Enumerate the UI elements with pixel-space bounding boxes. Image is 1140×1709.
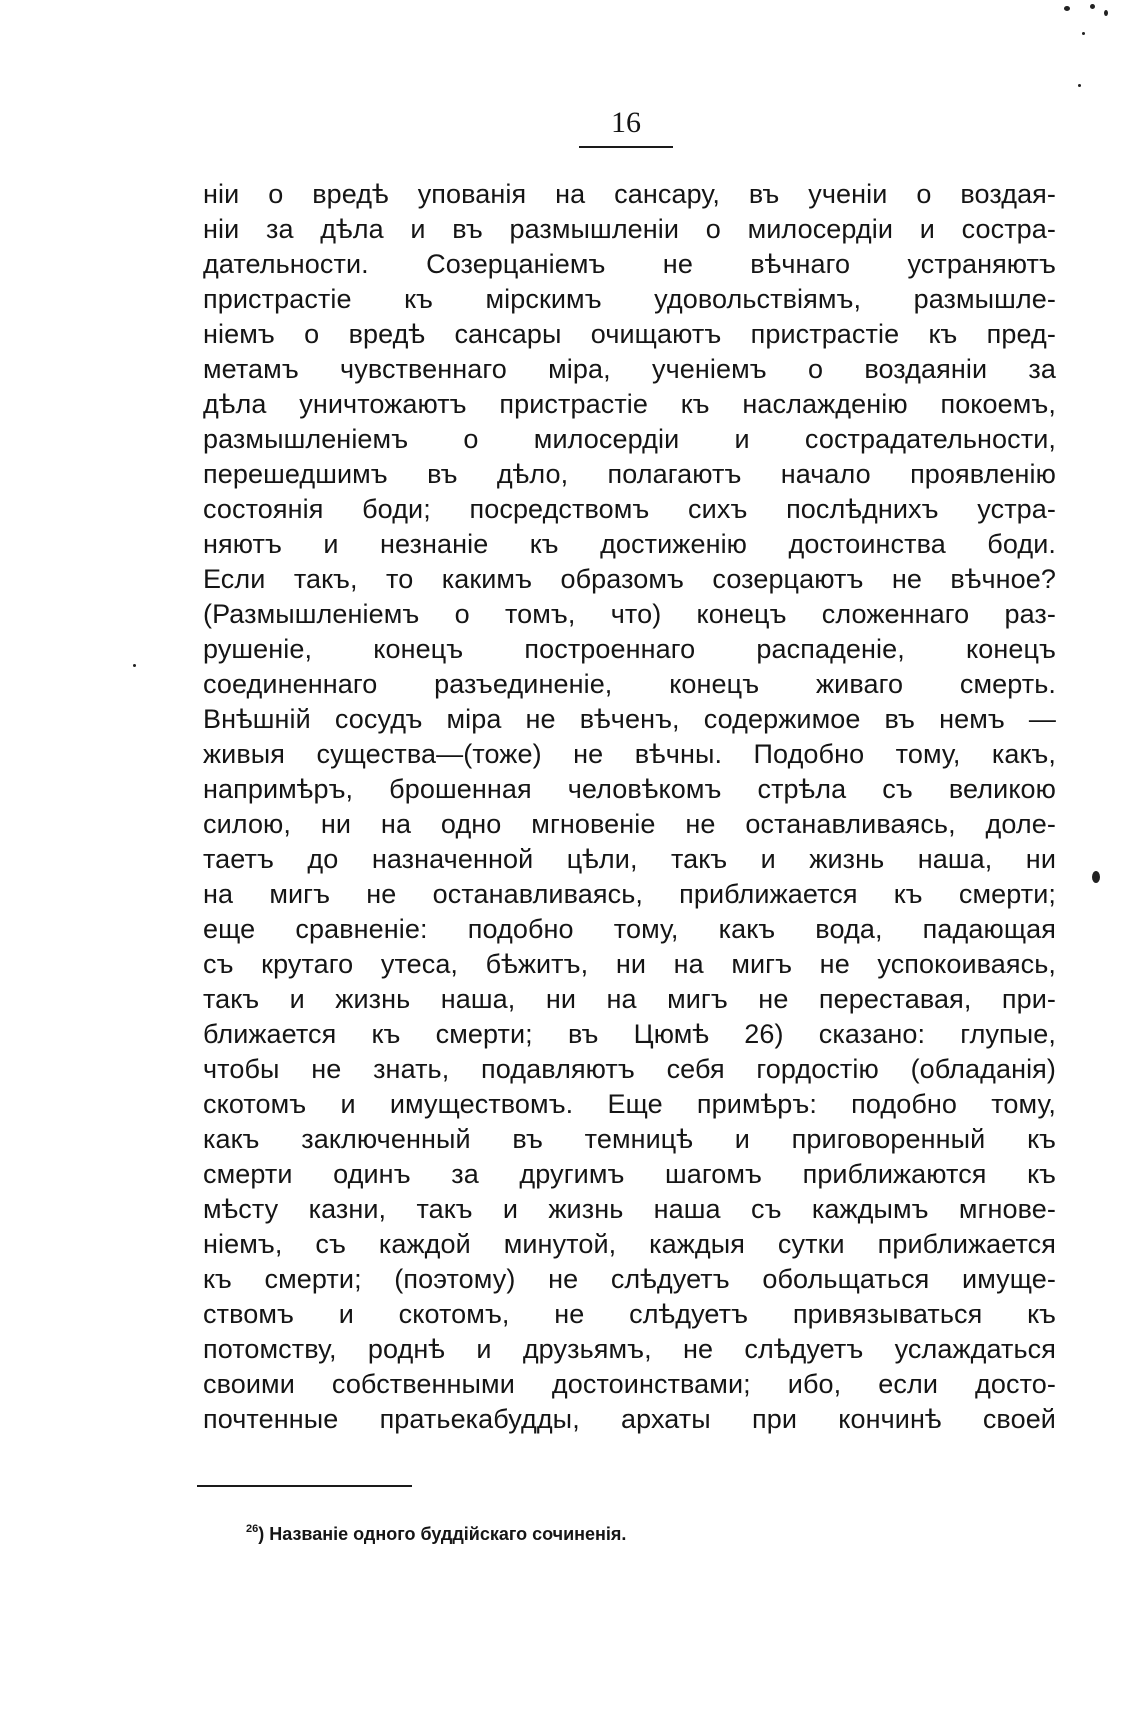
- text-line: почтенные пратьекабудды, архаты при кончинѣ своей: [203, 1404, 1056, 1434]
- text-line: чтобы не знать, подавляютъ себя гордостію (обладанія): [203, 1054, 1056, 1084]
- scan-speck: [1082, 32, 1085, 35]
- text-line: къ смерти; (поэтому) не слѣдуетъ обольщаться имуще-: [203, 1264, 1056, 1294]
- footnote-rule: [197, 1485, 412, 1487]
- text-line: своими собственными достоинствами; ибо, если досто-: [203, 1369, 1056, 1399]
- text-line: дѣла уничтожаютъ пристрастіе къ наслажденію покоемъ,: [203, 389, 1056, 419]
- text-line: (Размышленіемъ о томъ, что) конецъ сложеннаго раз-: [203, 599, 1056, 629]
- scan-speck: [1104, 10, 1108, 16]
- text-line: Если такъ, то какимъ образомъ созерцаютъ не вѣчное?: [203, 564, 1056, 594]
- page-number-rule: [579, 146, 673, 148]
- text-line: перешедшимъ въ дѣло, полагаютъ начало проявленію: [203, 459, 1056, 489]
- text-line: скотомъ и имуществомъ. Еще примѣръ: подобно тому,: [203, 1089, 1056, 1119]
- text-line: ствомъ и скотомъ, не слѣдуетъ привязываться къ: [203, 1299, 1056, 1329]
- text-line: напримѣръ, брошенная человѣкомъ стрѣла съ великою: [203, 774, 1056, 804]
- text-line: размышленіемъ о милосердіи и сострадательности,: [203, 424, 1056, 454]
- text-line: дательности. Созерцаніемъ не вѣчнаго устраняютъ: [203, 249, 1056, 279]
- text-line: метамъ чувственнаго міра, ученіемъ о воздаяніи за: [203, 354, 1056, 384]
- text-line: соединеннаго разъединеніе, конецъ живаго смерть.: [203, 669, 1056, 699]
- text-line: Внѣшній сосудъ міра не вѣченъ, содержимое въ немъ —: [203, 704, 1056, 734]
- text-line: состоянія боди; посредствомъ сихъ послѣднихъ устра-: [203, 494, 1056, 524]
- scan-speck: [133, 664, 136, 667]
- scan-speck: [1092, 871, 1100, 883]
- text-line: еще сравненіе: подобно тому, какъ вода, падающая: [203, 914, 1056, 944]
- text-line: ближается къ смерти; въ Цюмѣ 26) сказано: глупые,: [203, 1019, 1056, 1049]
- footnote-marker: 26: [246, 1523, 259, 1535]
- text-line: такъ и жизнь наша, ни на мигъ не переставая, при-: [203, 984, 1056, 1014]
- text-line: потомству, роднѣ и друзьямъ, не слѣдуетъ услаждаться: [203, 1334, 1056, 1364]
- text-line: ніи за дѣла и въ размышленіи о милосердіи и сострa-: [203, 214, 1056, 244]
- scan-speck: [1064, 6, 1070, 11]
- text-line: на мигъ не останавливаясь, приближается къ смерти;: [203, 879, 1056, 909]
- scan-speck: [1090, 4, 1095, 9]
- text-line: няютъ и незнаніе къ достиженію достоинства боди.: [203, 529, 1056, 559]
- text-line: пристрастіе къ мірскимъ удовольствіямъ, размышле-: [203, 284, 1056, 314]
- text-line: живыя существа—(тоже) не вѣчны. Подобно тому, какъ,: [203, 739, 1056, 769]
- text-line: смерти одинъ за другимъ шагомъ приближаются къ: [203, 1159, 1056, 1189]
- footnote: [246, 1517, 626, 1546]
- text-line: какъ заключенный въ темницѣ и приговоренный къ: [203, 1124, 1056, 1154]
- text-line: мѣсту казни, такъ и жизнь наша съ каждымъ мгнове-: [203, 1194, 1056, 1224]
- scan-speck: [1078, 84, 1081, 87]
- text-line: ніемъ о вредѣ сансары очищаютъ пристрастіе къ пред-: [203, 319, 1056, 349]
- footnote-text: ) Названіе одного буддійскаго сочиненія.: [258, 1524, 627, 1544]
- text-line: рушеніе, конецъ построеннаго распаденіе, конецъ: [203, 634, 1056, 664]
- page-number: 16: [611, 106, 641, 139]
- text-line: съ крутаго утеса, бѣжитъ, ни на мигъ не успокоиваясь,: [203, 949, 1056, 979]
- text-line: ніи о вредѣ упованія на сансару, въ ученіи о воздая-: [203, 179, 1056, 209]
- text-line: силою, ни на одно мгновеніе не останавливаясь, доле-: [203, 809, 1056, 839]
- text-line: ніемъ, съ каждой минутой, каждыя сутки приближается: [203, 1229, 1056, 1259]
- body-text: [203, 177, 1056, 1437]
- text-line: таетъ до назначенной цѣли, такъ и жизнь наша, ни: [203, 844, 1056, 874]
